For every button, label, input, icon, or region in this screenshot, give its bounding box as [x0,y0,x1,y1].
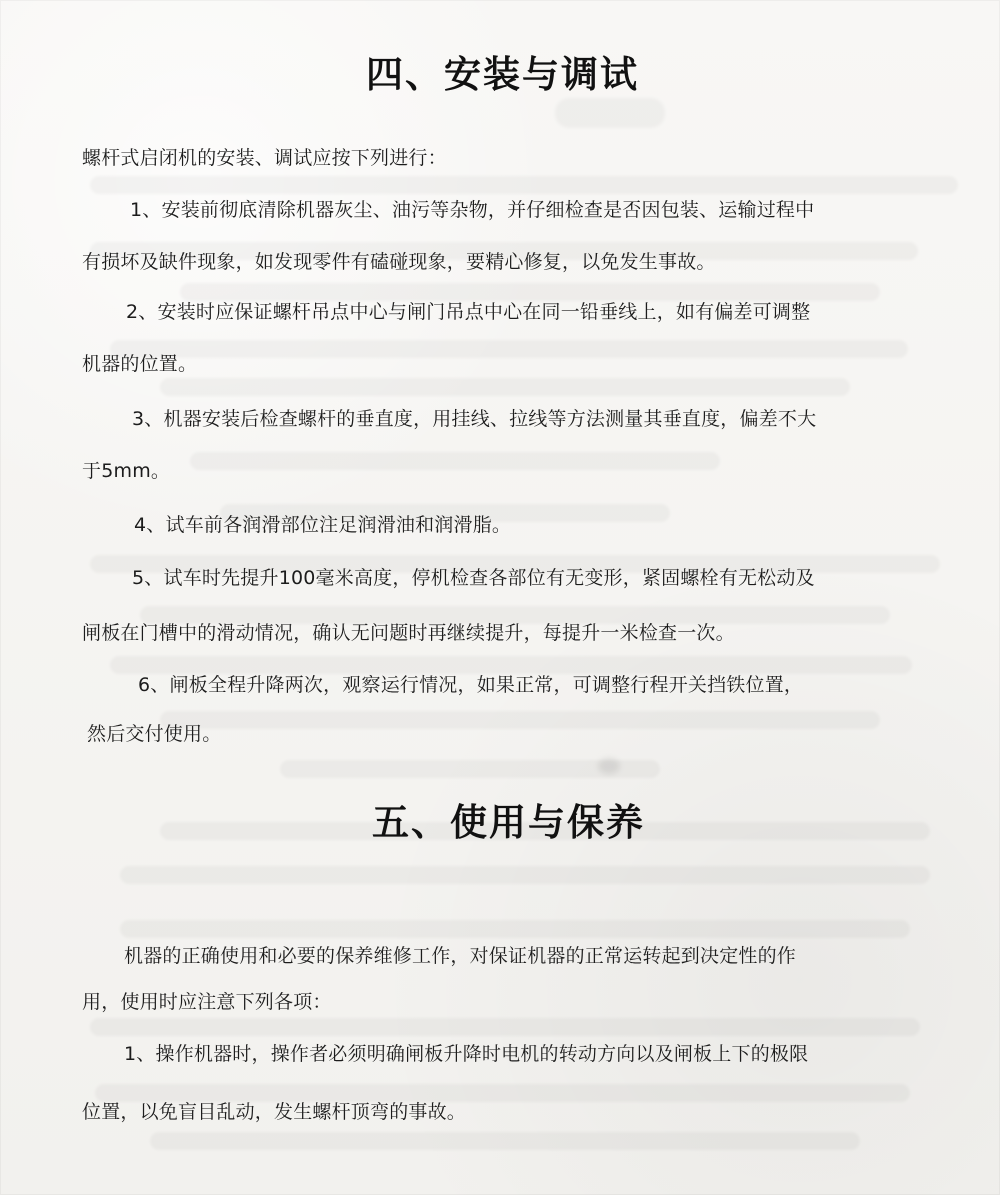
show-through-line [110,340,908,358]
paper-smudge [598,758,620,774]
usage-paragraph-line-2: 用，使用时应注意下列各项： [82,991,332,1013]
installation-item-5-line-1: 5、试车时先提升100毫米高度，停机检查各部位有无变形，紧固螺栓有无松动及 [132,567,815,589]
show-through-line [90,1018,920,1036]
show-through-line [190,452,720,470]
installation-item-2-line-2: 机器的位置。 [82,353,198,375]
usage-item-1-line-1: 1、操作机器时，操作者必须明确闸板升降时电机的转动方向以及闸板上下的极限 [124,1043,809,1065]
usage-item-1-line-2: 位置，以免盲目乱动，发生螺杆顶弯的事故。 [82,1101,467,1123]
installation-item-2-line-1: 2、安装时应保证螺杆吊点中心与闸门吊点中心在同一铅垂线上，如有偏差可调整 [126,301,811,323]
installation-item-6-line-2: 然后交付使用。 [87,723,222,745]
show-through-line [150,1132,860,1150]
show-through-line [110,656,912,674]
show-through-line [120,866,930,884]
installation-item-6-line-1: 6、闸板全程升降两次，观察运行情况，如果正常，可调整行程开关挡铁位置， [138,674,804,696]
show-through-line [95,1084,910,1102]
installation-item-5-line-2: 闸板在门槽中的滑动情况，确认无问题时再继续提升，每提升一米检查一次。 [82,622,735,644]
show-through-line [160,378,850,396]
installation-item-4: 4、试车前各润滑部位注足润滑油和润滑脂。 [134,514,512,536]
installation-item-1-line-2: 有损坏及缺件现象，如发现零件有磕碰现象，要精心修复，以免发生事故。 [82,251,716,273]
show-through-line [180,283,880,301]
installation-item-3-line-1: 3、机器安装后检查螺杆的垂直度，用挂线、拉线等方法测量其垂直度，偏差不大 [132,408,817,430]
installation-item-3-line-2: 于5mm。 [82,460,171,482]
usage-paragraph-line-1: 机器的正确使用和必要的保养维修工作，对保证机器的正常运转起到决定性的作 [124,945,797,967]
show-through-line [90,176,958,194]
show-through-line [120,920,910,938]
show-through-title-shadow [555,98,665,128]
section-title-usage-maintenance: 五、使用与保养 [372,801,645,844]
installation-item-1-line-1: 1、安装前彻底清除机器灰尘、油污等杂物，并仔细检查是否因包装、运输过程中 [130,199,815,221]
section-title-installation: 四、安装与调试 [366,53,639,96]
installation-intro: 螺杆式启闭机的安装、调试应按下列进行： [82,147,447,169]
show-through-line [160,711,880,729]
